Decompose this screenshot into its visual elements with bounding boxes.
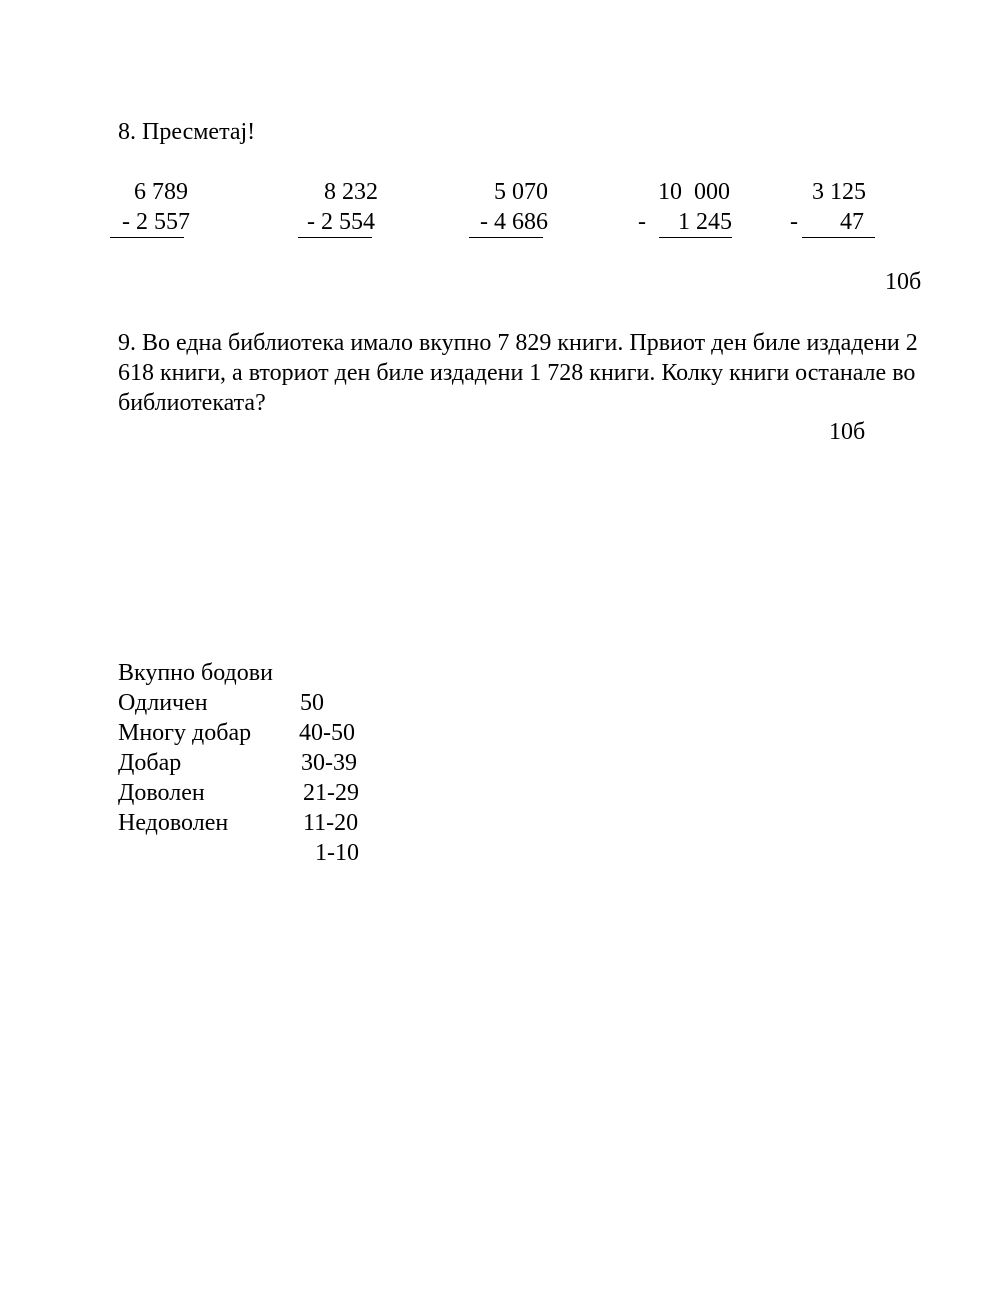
task-8-title: 8. Пресметај! [118, 119, 256, 145]
minus-sign: - [790, 209, 798, 235]
grade-range: 21-29 [303, 780, 359, 806]
subtrahend: - 2 554 [307, 209, 375, 235]
grade-range: 11-20 [303, 810, 359, 836]
subtrahend: - 4 686 [480, 209, 548, 235]
grade-label: Одличен [118, 690, 208, 716]
minuend: 10 000 [658, 179, 730, 205]
points-label: 10б [829, 419, 866, 445]
grade-range: 40-50 [299, 720, 355, 746]
grade-range: 1-10 [315, 840, 359, 866]
underline [110, 237, 184, 238]
minuend: 6 789 [134, 179, 188, 205]
underline [298, 237, 372, 238]
grade-label: Вкупно бодови [118, 660, 273, 686]
points-label: 10б [885, 269, 922, 295]
subtrahend: - 2 557 [122, 209, 190, 235]
task-9-text: 9. Во една библиотека имало вкупно 7 829 книги. Првиот ден биле издадени 2 618 книги, а вториот ден биле издадени 1 728 книги. Колку книги останале во библиотеката? [118, 330, 918, 416]
underline [659, 237, 732, 238]
subtrahend: 47 [840, 209, 864, 235]
grade-row [118, 778, 378, 898]
underline [469, 237, 543, 238]
grade-range: 50 [300, 690, 324, 716]
grade-label: Доволен [118, 780, 205, 806]
minuend: 5 070 [494, 179, 548, 205]
underline [802, 237, 875, 238]
minuend: 3 125 [812, 179, 866, 205]
subtrahend: 1 245 [678, 209, 732, 235]
grade-label: Добар [118, 750, 182, 776]
minus-sign: - [638, 209, 646, 235]
minuend: 8 232 [324, 179, 378, 205]
grade-range: 30-39 [301, 750, 357, 776]
grade-label: Недоволен [118, 810, 229, 836]
grade-label: Многу добар [118, 720, 252, 746]
